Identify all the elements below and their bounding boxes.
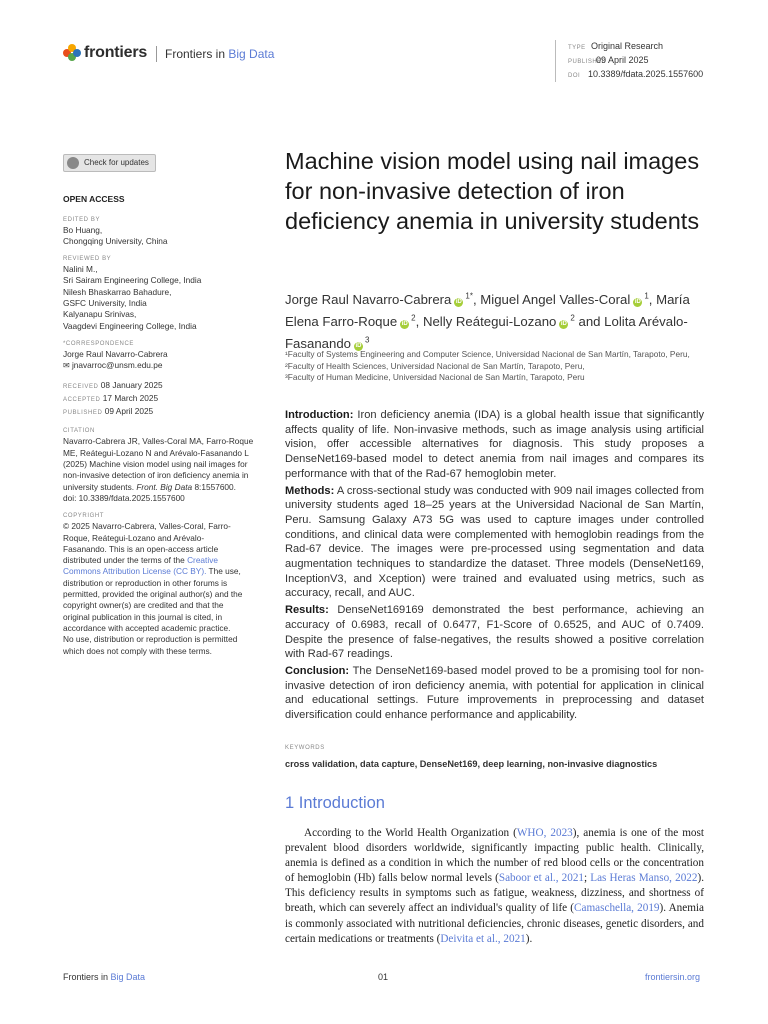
keywords-label: KEYWORDS [285,745,325,751]
sidebar [63,154,263,657]
affiliation-line: ³Faculty of Human Medicine, Universidad Nacional de San Martín, Tarapoto, Peru [285,372,585,382]
page-number: 01 [378,972,389,982]
edited-by: Bo Huang, Chongqing University, China [63,224,168,246]
copyright-text [63,521,243,657]
open-access-label: OPEN ACCESS [63,194,125,205]
ref-link[interactable]: Deivita et al., 2021 [440,932,526,945]
edited-by-label: EDITED BY [63,216,101,223]
footer-site-link[interactable]: frontiersin.org [645,972,701,982]
published-value: 09 April 2025 [596,55,649,65]
doi-value[interactable]: 10.3389/fdata.2025.1557600 [588,69,704,79]
ref-link[interactable]: Camaschella, 2019 [574,902,660,915]
frontiers-logo [63,44,147,62]
reviewed-by: Nalini M., Sri Sairam Engineering College, India Nilesh Bhaskarrao Bahadure, GSFC University, India Kalyanapu Srinivas, Vaagdevi Engineering College, India [63,264,202,331]
received-label: RECEIVED [63,383,99,390]
doi-label: DOI [568,73,581,79]
abstract-conclusion: Conclusion: The DenseNet169-based model proved to be a promising tool for non-invasive detection of iron deficiency anemia, with potential for application in clinical and educational settings. Future improvements in preprocessing and dataset diversification could enhance performance and applicability. [285,664,704,722]
copyright-tail: The use, distribution or reproduction in other forums is permitted, provided the original author(s) and the copyright owner(s) are credited and that the original publication in this journal is cited, in accordance with accepted academic practice. No use, distribution or reproduction is permitted which does not comply with these terms. [63,566,243,656]
affiliation-line: ¹Faculty of Systems Engineering and Computer Science, Universidad Nacional de San Martín, Tarapoto, Peru, ²Faculty of Health Sciences, Universidad Nacional de San Martín, Tarapoto, Peru, [285,349,690,371]
citation-main: Navarro-Cabrera JR, Valles-Coral MA, Farro-Roque ME, Reátegui-Lozano N and Arévalo-Fasanando L (2025) Machine vision model using nail images for non-invasive detection of iron deficiency anemia in university students. [63,436,254,492]
journal-title: Big Data [228,47,275,61]
received-date: 08 January 2025 [100,379,163,390]
type-value: Original Research [591,41,664,51]
citation-tail: 8:1557600. [192,481,236,492]
published-date: 09 April 2025 [104,406,154,417]
check-updates-label: Check for updates [84,158,149,168]
copyright-main: © 2025 Navarro-Cabrera, Valles-Coral, Farro-Roque, Reátegui-Lozano and Arévalo-Fasanando. This is an open-access article distributed under the terms of the [63,521,231,566]
journal-prefix: Frontiers in [165,47,226,61]
affiliations [285,349,715,384]
correspondence-label: *CORRESPONDENCE [63,340,135,347]
correspondence-name: Jorge Raul Navarro-Cabrera [63,348,168,359]
type-label: TYPE [568,45,586,51]
orcid-icon[interactable]: iD [355,343,362,350]
cc-license-link[interactable]: Creative Commons Attribution License (CC BY). [63,555,218,577]
footer-journal[interactable]: Frontiers in Big Data [63,972,146,982]
author[interactable]: Miguel Angel Valles-Coral $iD^1$, [480,292,657,308]
published-label: PUBLISHED [568,59,607,65]
published-label-sb: PUBLISHED [63,410,103,417]
article-meta [555,40,703,82]
check-updates-icon [67,157,79,169]
copyright-label: COPYRIGHT [63,513,105,520]
article-dates [63,380,263,420]
abstract-results: Results: DenseNet169169 demonstrated the best performance, achieving an accuracy of 0.6983, recall of 0.6477, F1-Score of 0.6525, and AUC of 0.7409. Despite the presence of false-negatives, the results showed a positive correlation with Rad-67 readings. [285,604,704,661]
orcid-icon[interactable]: iD [634,299,641,306]
journal-name[interactable] [156,46,274,62]
citation-doi: doi: 10.3389/fdata.2025.1557600 [63,492,185,503]
author[interactable]: Lolita Arévalo-Fasanando $iD^3$ [285,314,688,352]
ref-link[interactable]: Saboor et al., 2021 [498,872,585,885]
intro-paragraph: According to the World Health Organization (WHO, 2023), anemia is one of the most prevalent blood disorders worldwide, significantly impacting public health. Clinically, anemia is defined as a condition in which the number of red blood cells or the concentration of hemoglobin (Hb) falls below normal levels (Saboor et al., 2021; Las Heras Manso, 2022). This deficiency results in symptoms such as fatigue, weakness, dizziness, and shortness of breath, which can severely affect an individual's quality of life (Camaschella, 2019). Anemia is commonly associated with nutritional deficiencies, chronic diseases, genetic disorders, and certain medications or treatments (Deivita et al., 2021). [285,827,705,945]
citation-label: CITATION [63,428,95,435]
citation-journal: Front. Big Data [136,481,193,492]
article-title: Machine vision model using nail images for non-invasive detection of iron deficiency anemia in university students [285,148,700,234]
abstract-introduction: Introduction: Iron deficiency anemia (IDA) is a global health issue that significantly affects quality of life. Non-invasive methods, such as image analysis using artificial vision, offer accessible alternatives for diagnosis. This study proposes a DenseNet169-based model to detect anemia from nail images and compares its performance with that of the Rad-67 hemoglobin meter. [285,409,704,480]
author[interactable]: Jorge Raul Navarro-Cabrera $iD^{1*}$, [285,292,481,308]
abstract [285,408,704,725]
author[interactable]: Nelly Reátegui-Lozano $iD^2$ and [422,313,601,330]
orcid-icon[interactable]: iD [560,321,567,328]
email-icon: ✉ [63,361,72,371]
logo-text: frontiers [84,44,148,61]
citation-text [63,436,258,504]
frontiers-logo-icon [63,44,81,62]
orcid-icon[interactable]: iD [401,321,408,328]
author-list [285,288,710,354]
ref-link[interactable]: Las Heras Manso, 2022 [590,872,698,885]
author[interactable]: María Elena Farro-Roque $iD^2$, [285,292,690,330]
section-heading: 1 Introduction [285,794,385,812]
ref-link[interactable]: WHO, 2023 [516,827,573,839]
keywords: cross validation, data capture, DenseNet169, deep learning, non-invasive diagnostics [285,759,658,769]
correspondence-email: jnavarroc@unsm.edu.pe [71,360,163,371]
orcid-icon[interactable]: iD [455,299,462,306]
accepted-date: 17 March 2025 [102,392,159,403]
accepted-label: ACCEPTED [63,396,101,403]
reviewed-by-label: REVIEWED BY [63,256,112,263]
correspondence-email-row[interactable] [63,360,263,371]
check-updates-button[interactable] [63,154,156,172]
and-word: and [578,314,601,330]
abstract-methods: Methods: A cross-sectional study was conducted with 909 nail images collected from university students aged 18–25 years at the Universidad Nacional de San Martín, Peru. Samsung Galaxy A73 5G was used to capture images under controlled conditions, and clinical data were complemented with hemoglobin readings from the Rad-67 device. The images were pre-processed using segmentation and data augmentation techniques to standardize the dataset. Three models (DenseNet169, InceptionV3, and Xception) were trained and evaluated using metrics, such as accuracy, recall, and AUC. [285,484,704,600]
